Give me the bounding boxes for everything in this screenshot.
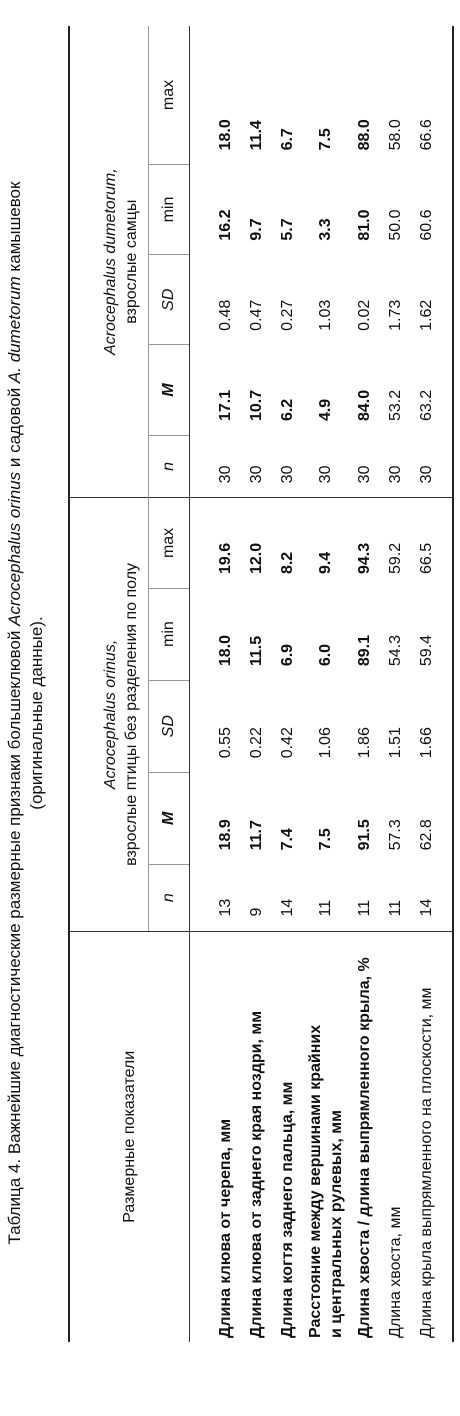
caption-line-1 [4, 10, 26, 1416]
orinus-sd-cell: 1.86 [355, 727, 373, 759]
table-row [303, 26, 349, 1342]
orinus-max-cell: 9.4 [303, 498, 349, 588]
stat-header-n: n [149, 435, 190, 498]
orinus-min-cell: 54.3 [386, 635, 404, 667]
dumetorum-sd-cell: 1.62 [417, 299, 435, 331]
group-header-orinus [69, 498, 149, 931]
orinus-m-cell: 18.9 [216, 819, 234, 851]
stat-header-max: max [149, 26, 190, 164]
caption-line-2: (оригинальные данные). [27, 616, 46, 810]
row-label [272, 931, 303, 1342]
orinus-m-cell: 62.8 [417, 819, 435, 851]
orinus-max-cell: 12.0 [241, 498, 272, 588]
dumetorum-m-cell: 6.2 [278, 398, 296, 422]
table-row [411, 26, 453, 1342]
orinus-min-cell: 11.5 [247, 635, 265, 667]
table-row [272, 26, 303, 1342]
row-label-text: Длина хвоста, мм [386, 1206, 404, 1338]
row-label-text: Длина клюва от заднего края ноздри, мм [247, 1010, 265, 1338]
stat-header-m: M [149, 345, 190, 435]
dumetorum-sd-cell: 1.03 [317, 299, 334, 331]
caption-species-dumetorum: A. dumetorum [5, 276, 24, 384]
dumetorum-sd-cell: 0.47 [247, 299, 265, 331]
orinus-n-cell: 11 [386, 899, 404, 917]
dumetorum-min-cell: 81.0 [355, 209, 373, 241]
row-label-text: и центральных рулевых, мм [328, 1110, 345, 1338]
caption-text: Таблица 4. Важнейшие диагностические размерные признаки большеклювой [5, 625, 24, 1245]
dumetorum-max-cell: 18.0 [216, 119, 234, 151]
orinus-max-cell: 19.6 [190, 498, 242, 588]
caption-text: камышевок [5, 181, 24, 277]
dumetorum-n-cell: 30 [278, 465, 296, 484]
dumetorum-max-cell: 58.0 [386, 119, 404, 151]
row-label-text: Длина клюва от черепа, мм [216, 1118, 234, 1338]
dumetorum-m-cell: 10.7 [247, 389, 265, 422]
dumetorum-sd-cell: 0.48 [216, 299, 234, 331]
orinus-m-cell: 7.5 [317, 828, 334, 851]
dumetorum-min-cell: 9.7 [247, 218, 265, 241]
dumetorum-sd-cell: 0.02 [355, 299, 373, 331]
dumetorum-max-cell: 6.7 [278, 128, 296, 151]
orinus-n-cell: 14 [278, 898, 296, 917]
caption-text: и садовой [5, 383, 24, 472]
caption-species-orinus: Acrocephalus orinus [5, 471, 24, 626]
dumetorum-n-cell: 30 [355, 465, 373, 484]
group-species-dumetorum: Acrocephalus dumetorum, [102, 168, 119, 356]
orinus-sd-cell: 0.42 [278, 727, 296, 759]
header-row-groups [69, 26, 149, 1342]
group-species-orinus: Acrocephalus orinus, [102, 639, 119, 790]
dumetorum-min-cell: 16.2 [216, 209, 234, 241]
dumetorum-sd-cell: 1.73 [386, 299, 404, 331]
row-label-text: Длина крыла выпрямленного на плоскости, мм [417, 987, 435, 1338]
orinus-min-cell: 6.0 [317, 643, 334, 667]
measurements-table [68, 26, 454, 1342]
dumetorum-n-cell: 30 [417, 465, 435, 484]
orinus-n-cell: 9 [247, 907, 265, 917]
row-label [241, 931, 272, 1342]
stat-header-min: min [149, 164, 190, 254]
stat-header-sd: SD [149, 255, 190, 345]
row-label-text: Длина когтя заднего пальца, мм [278, 1081, 296, 1338]
dumetorum-n-cell: 30 [247, 465, 265, 484]
group-desc-dumetorum: взрослые самцы [123, 199, 140, 324]
dumetorum-max-cell: 88.0 [355, 119, 373, 151]
dumetorum-sd-cell: 0.27 [278, 299, 296, 331]
dumetorum-m-cell: 84.0 [355, 389, 373, 422]
row-label-text: Расстояние между вершинами крайних [307, 1024, 324, 1338]
orinus-m-cell: 57.3 [386, 819, 404, 851]
row-label-text: Длина хвоста / длина выпрямленного крыла, % [355, 957, 373, 1338]
stat-header-m: M [149, 772, 190, 864]
dumetorum-n-cell: 30 [386, 465, 404, 484]
dumetorum-min-cell: 60.6 [417, 209, 435, 241]
orinus-min-cell: 59.4 [417, 635, 435, 667]
orinus-sd-cell: 1.51 [386, 727, 404, 759]
orinus-sd-cell: 1.66 [417, 727, 435, 759]
dumetorum-max-cell: 7.5 [317, 128, 334, 151]
orinus-m-cell: 7.4 [278, 828, 296, 851]
orinus-n-cell: 13 [216, 898, 234, 917]
dumetorum-max-cell: 11.4 [247, 120, 265, 151]
dumetorum-n-cell: 30 [216, 465, 234, 484]
dumetorum-n-cell: 30 [317, 465, 334, 484]
table-caption [4, 10, 48, 1416]
row-label [411, 931, 453, 1342]
stat-header-sd: SD [149, 680, 190, 772]
orinus-max-cell: 66.5 [411, 498, 453, 588]
orinus-m-cell: 91.5 [355, 819, 373, 851]
orinus-max-cell: 8.2 [272, 498, 303, 588]
table-row [190, 26, 242, 1342]
table-row [349, 26, 380, 1342]
stat-header-min: min [149, 588, 190, 680]
param-header: Размерные показатели [69, 931, 190, 1342]
orinus-sd-cell: 0.22 [247, 727, 265, 759]
orinus-sd-cell: 1.06 [317, 727, 334, 759]
stat-header-n: n [149, 864, 190, 931]
orinus-sd-cell: 0.55 [216, 727, 234, 759]
dumetorum-m-cell: 53.2 [386, 389, 404, 422]
orinus-min-cell: 6.9 [278, 643, 296, 667]
dumetorum-min-cell: 5.7 [278, 218, 296, 241]
dumetorum-m-cell: 4.9 [317, 398, 334, 422]
dumetorum-min-cell: 50.0 [386, 209, 404, 241]
row-label [303, 931, 349, 1342]
dumetorum-m-cell: 17.1 [216, 389, 234, 422]
row-label [380, 931, 411, 1342]
row-label [349, 931, 380, 1342]
dumetorum-min-cell: 3.3 [317, 218, 334, 241]
group-header-dumetorum [69, 26, 149, 498]
row-label [190, 931, 242, 1342]
dumetorum-m-cell: 63.2 [417, 389, 435, 422]
orinus-n-cell: 11 [317, 899, 334, 917]
orinus-m-cell: 11.7 [247, 820, 265, 851]
table-body [190, 26, 454, 1342]
stat-header-max: max [149, 498, 190, 588]
orinus-min-cell: 89.1 [355, 635, 373, 667]
orinus-max-cell: 94.3 [349, 498, 380, 588]
orinus-n-cell: 14 [417, 898, 435, 917]
orinus-n-cell: 11 [355, 899, 373, 917]
orinus-min-cell: 18.0 [216, 635, 234, 667]
dumetorum-max-cell: 66.6 [417, 119, 435, 151]
group-desc-orinus: взрослые птицы без разделения по полу [123, 562, 140, 866]
table-row [241, 26, 272, 1342]
orinus-max-cell: 59.2 [380, 498, 411, 588]
table-row [380, 26, 411, 1342]
